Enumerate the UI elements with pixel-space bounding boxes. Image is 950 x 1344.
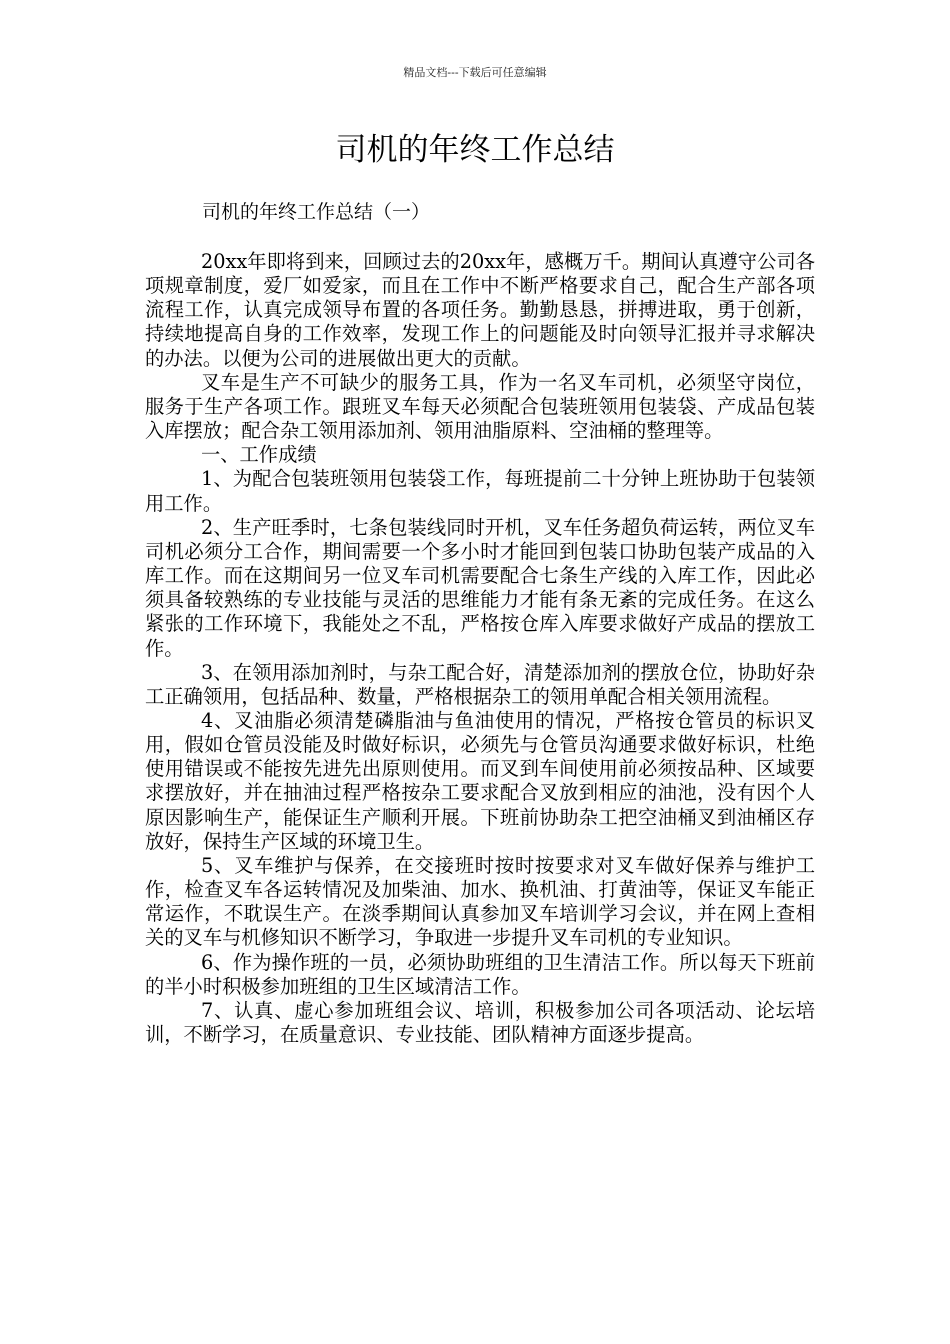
paragraph-item-6: 6、作为操作班的一员，必须协助班组的卫生清洁工作。所以每天下班前的半小时积极参加班组的卫生区域清洁工作。 xyxy=(145,950,815,998)
paragraph-item-4: 4、叉油脂必须清楚磷脂油与鱼油使用的情况，严格按仓管员的标识叉用，假如仓管员没能及时做好标识，必须先与仓管员沟通要求做好标识，杜绝使用错误或不能按先进先出原则使用。而叉到车间使用前必须按品种、区域要求摆放好，并在抽油过程严格按杂工要求配合叉放到相应的油池，没有因个人原因影响生产，能保证生产顺利开展。下班前协助杂工把空油桶叉到油桶区存放好，保持生产区域的环境卫生。 xyxy=(145,708,815,853)
section-heading-achievements: 一、工作成绩 xyxy=(200,443,317,467)
paragraph-item-2: 2、生产旺季时，七条包装线同时开机，叉车任务超负荷运转，两位叉车司机必须分工合作，期间需要一个多小时才能回到包装口协助包装产成品的入库工作。而在这期间另一位叉车司机需要配合七条生产线的入库工作，因此必须具备较熟练的专业技能与灵活的思维能力才能有条无紊的完成任务。在这么紧张的工作环境下，我能处之不乱，严格按仓库入库要求做好产成品的摆放工作。 xyxy=(145,515,815,660)
paragraph-intro: 20xx年即将到来，回顾过去的20xx年，感概万千。期间认真遵守公司各项规章制度，爱厂如爱家，而且在工作中不断严格要求自己，配合生产部各项流程工作，认真完成领导布置的各项任务。勤勤恳恳，拼搏进取，勇于创新，持续地提高自身的工作效率，发现工作上的问题能及时向领导汇报并寻求解决的办法。以便为公司的进展做出更大的贡献。 xyxy=(145,250,815,370)
page-header-note: 精品文档---下载后可任意编辑 xyxy=(403,66,547,79)
paragraph-item-5: 5、叉车维护与保养，在交接班时按时按要求对叉车做好保养与维护工作，检查叉车各运转情况及加柴油、加水、换机油、打黄油等，保证叉车能正常运作，不耽误生产。在淡季期间认真参加叉车培训学习会议，并在网上查相关的叉车与机修知识不断学习，争取进一步提升叉车司机的专业知识。 xyxy=(145,853,815,950)
paragraph-item-1: 1、为配合包装班领用包装袋工作，每班提前二十分钟上班协助于包装领用工作。 xyxy=(145,467,815,515)
paragraph-item-7: 7、认真、虚心参加班组会议、培训，积极参加公司各项活动、论坛培训，不断学习，在质量意识、专业技能、团队精神方面逐步提高。 xyxy=(145,998,815,1046)
paragraph-item-3: 3、在领用添加剂时，与杂工配合好，清楚添加剂的摆放仓位，协助好杂工正确领用，包括品种、数量，严格根据杂工的领用单配合相关领用流程。 xyxy=(145,660,815,708)
paragraph-forklift-role: 叉车是生产不可缺少的服务工具，作为一名叉车司机，必须坚守岗位，服务于生产各项工作。跟班叉车每天必须配合包装班领用包装袋、产成品包装入库摆放；配合杂工领用添加剂、领用油脂原料、空油桶的整理等。 xyxy=(145,370,815,443)
document-subtitle: 司机的年终工作总结（一） xyxy=(202,201,431,223)
document-title: 司机的年终工作总结 xyxy=(335,132,615,168)
document-body xyxy=(145,250,815,1047)
